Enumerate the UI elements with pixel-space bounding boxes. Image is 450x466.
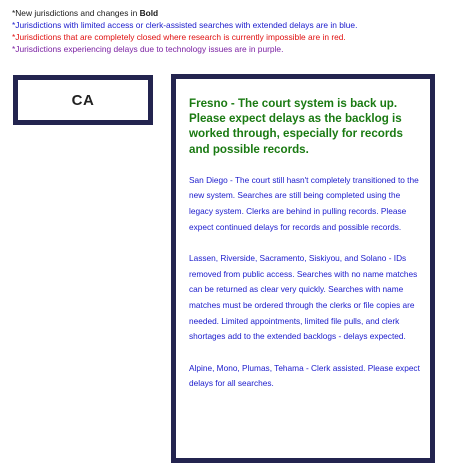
legend-red-closed: *Jurisdictions that are completely closed where research is currently impossible are in red. [12, 32, 346, 42]
jurisdiction-notes-content [189, 96, 421, 408]
legend-new-prefix: *New jurisdictions and changes in [12, 8, 140, 18]
state-label: CA [71, 91, 95, 109]
legend-blue-limited-access: *Jurisdictions with limited access or clerk-assisted searches with extended delays are in blue. [12, 20, 358, 30]
alpine-mono-plumas-tehama-note: Alpine, Mono, Plumas, Tehama - Clerk assisted. Please expect delays for all searches. [189, 362, 420, 389]
san-diego-note: San Diego - The court still hasn't completely transitioned to the new system. Searches are still being completed using the legacy system. Clerks are behind in pulling records. Please expect continued delays for records and possible records. [189, 174, 419, 232]
legend [12, 7, 442, 55]
legend-bold-word: Bold [139, 8, 159, 18]
legend-new-jurisdictions [12, 7, 442, 19]
state-label-box [13, 75, 153, 125]
jurisdiction-notes-box [171, 74, 435, 463]
legend-purple-tech-delays: *Jurisdictions experiencing delays due to technology issues are in purple. [12, 44, 284, 54]
fresno-update-headline: Fresno - The court system is back up. Please expect delays as the backlog is worked through, especially for records and possible records. [189, 97, 403, 156]
lassen-riverside-sacramento-siskiyou-solano-note: Lassen, Riverside, Sacramento, Siskiyou, and Solano - IDs removed from public access. Searches with no name matches can be returned as clear very quickly. Searches with name matches must be ordered through the clerks or file copies are needed. Limited appointments, limited file pulls, and clerk shortages add to the extended backlogs - delays expected. [189, 253, 418, 342]
